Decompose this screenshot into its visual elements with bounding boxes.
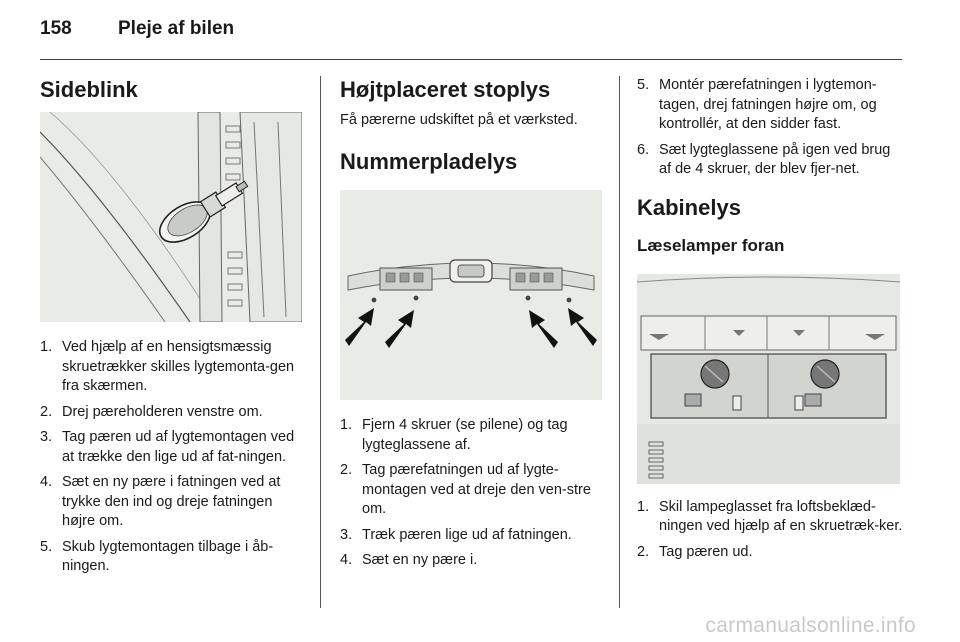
section-heading-sideblink: Sideblink — [40, 77, 138, 102]
side-indicator-illustration — [40, 112, 302, 322]
column-divider-1 — [320, 76, 321, 608]
list-item: 2. Drej pæreholderen venstre om. — [40, 403, 263, 420]
reading-lamp-steps — [637, 498, 903, 563]
page-number: 158 — [40, 18, 72, 39]
column-interior — [637, 76, 903, 568]
list-item: 4. Sæt en ny pære i fatningen ved at trykke den ind og dreje fatningen højre om. — [40, 474, 281, 529]
workshop-note: Få pærerne udskiftet på et værksted. — [340, 112, 578, 128]
list-item: 3. Træk pæren lige ud af fatningen. — [340, 526, 572, 543]
section-heading-interior-light: Kabinelys — [637, 194, 741, 220]
column-lights — [340, 76, 605, 577]
list-item: 4. Sæt en ny pære i. — [340, 552, 478, 568]
list-item: 1. Skil lampeglasset fra loftsbeklæd-ningen ved hjælp af en skruetræk-ker. — [637, 498, 903, 534]
section-heading-high-brake-light: Højtplaceret stoplys — [340, 77, 551, 102]
column-divider-2 — [619, 76, 620, 608]
list-item: 5. Skub lygtemontagen tilbage i åb-ningen. — [40, 538, 274, 574]
number-plate-steps-continued — [637, 76, 903, 180]
list-item: 1. Ved hjælp af en hensigtsmæssig skruetrækker skilles lygtemonta-gen fra skærmen. — [40, 339, 295, 394]
watermark: carmanualsonline.info — [705, 614, 916, 637]
number-plate-light-illustration — [340, 190, 602, 400]
list-item: 6. Sæt lygteglassene på igen ved brug af de 4 skruer, der blev fjer-net. — [637, 141, 891, 177]
sideblink-steps — [40, 338, 306, 577]
section-heading-number-plate-light: Nummerpladelys — [340, 149, 518, 174]
reading-lamp-illustration — [637, 274, 900, 484]
list-item: 5. Montér pærefatningen i lygtemon-tagen, drej fatningen højre om, og kontrollér, at den sidder fast. — [637, 77, 877, 132]
list-item: 2. Tag pærefatningen ud af lygte-montagen ved at dreje den ven-stre om. — [340, 462, 591, 517]
page-title: Pleje af bilen — [118, 18, 235, 39]
subheading-reading-lamps: Læselamper foran — [637, 235, 785, 255]
number-plate-steps — [340, 416, 605, 571]
column-sideblink — [40, 76, 306, 583]
list-item: 3. Tag pæren ud af lygtemontagen ved at trække den lige ud af fat-ningen. — [40, 429, 295, 465]
list-item: 1. Fjern 4 skruer (se pilene) og tag lygteglassene af. — [340, 417, 568, 453]
list-item: 2. Tag pæren ud. — [637, 543, 753, 560]
header-rule — [40, 59, 902, 60]
